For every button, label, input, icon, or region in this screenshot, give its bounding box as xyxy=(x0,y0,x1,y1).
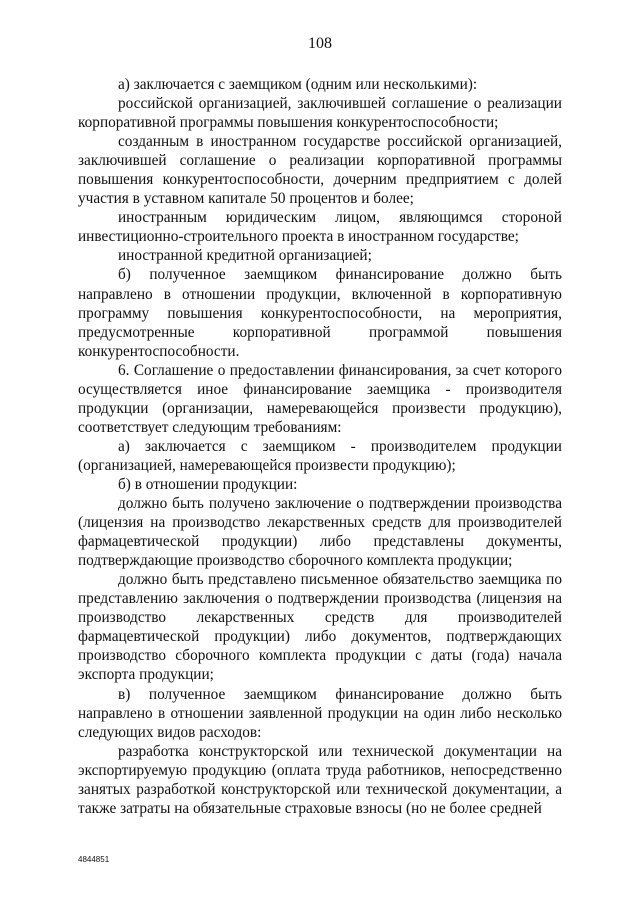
paragraph: б) полученное заемщиком финансирование должно быть направлено в отношении продукции, включенной в корпоративную программу повышения конкурентоспособности, на мероприятия, предусмотренные корпоративной программой повышения конкурентоспособности. xyxy=(78,266,562,360)
paragraph: российской организацией, заключившей соглашение о реализации корпоративной программы повышения конкурентоспособности; xyxy=(78,95,562,132)
paragraph: б) в отношении продукции: xyxy=(118,475,298,493)
paragraph: должно быть получено заключение о подтверждении производства (лицензия на производство лекарственных средств для производителей фармацевтической продукции) либо представлены документы, подтверждающие производство сборочного комплекта продукции; xyxy=(78,495,562,570)
paragraph: 6. Соглашение о предоставлении финансирования, за счет которого осуществляется иное финансирование заемщика - производителя продукции (организации, намеревающейся произвести продукцию), соответствует следующим требованиям: xyxy=(78,361,562,436)
document-id: 4844851 xyxy=(78,855,110,864)
paragraph: а) заключается с заемщиком (одним или несколькими): xyxy=(118,76,478,93)
document-body xyxy=(78,75,562,818)
paragraph: разработка конструкторской или технической документации на экспортируемую продукцию (оплата труда работников, непосредственно занятых разработкой конструкторской или технической документации, а также затраты на обязательные страховые взносы (но не более средней xyxy=(78,742,562,817)
paragraph: а) заключается с заемщиком - производителем продукции (организацией, намеревающейся произвести продукцию); xyxy=(78,437,562,474)
paragraph: иностранной кредитной организацией; xyxy=(118,247,372,265)
paragraph: должно быть представлено письменное обязательство заемщика по представлению заключения о подтверждении производства (лицензия на производство лекарственных средств для производителей фармацевтической продукции) либо документов, подтверждающих производство сборочного комплекта продукции с даты (года) начала экспорта продукции; xyxy=(78,571,562,684)
paragraph: созданным в иностранном государстве российской организацией, заключившей соглашение о реализации корпоративной программы повышения конкурентоспособности, дочерним предприятием с долей участия в уставном капитале 50 процентов и более; xyxy=(78,133,562,208)
paragraph: иностранным юридическим лицом, являющимся стороной инвестиционно-строительного проекта в иностранном государстве; xyxy=(78,209,562,246)
page-number: 108 xyxy=(308,35,332,52)
paragraph: в) полученное заемщиком финансирование должно быть направлено в отношении заявленной продукции на один либо несколько следующих видов расходов: xyxy=(78,685,562,741)
